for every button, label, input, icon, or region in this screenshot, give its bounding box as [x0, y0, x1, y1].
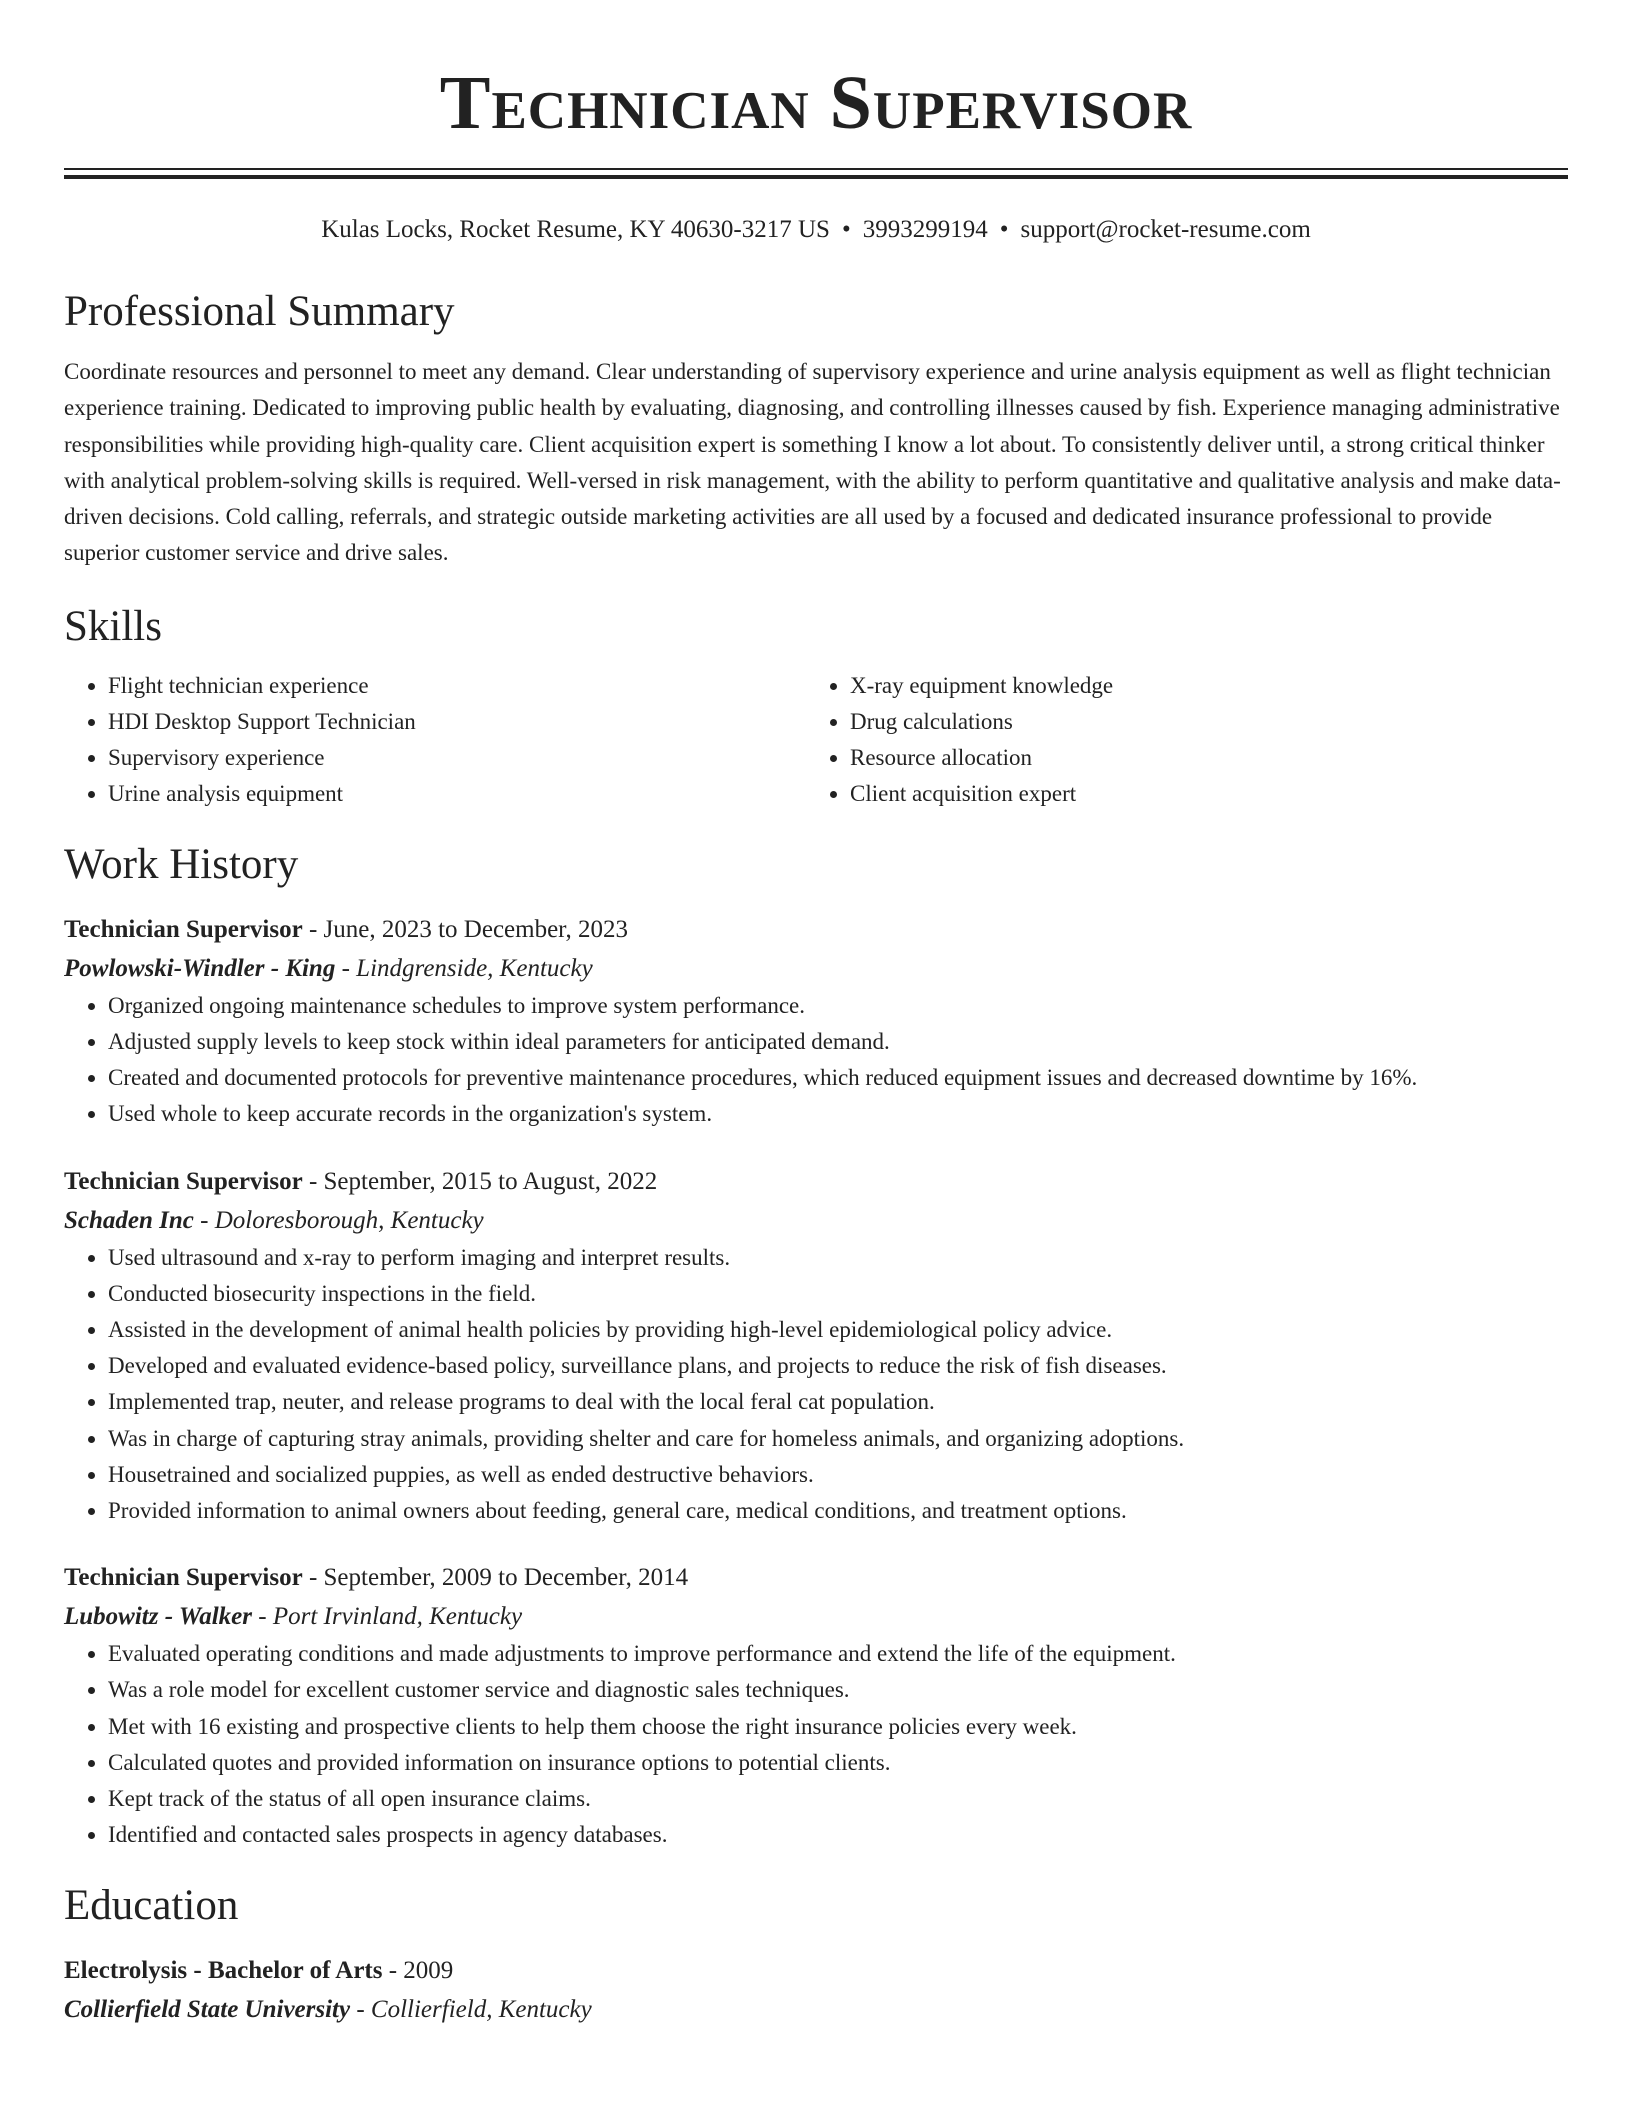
skills-columns — [64, 668, 1568, 812]
job-entry — [64, 911, 1568, 1133]
job-bullet: • Adjusted supply levels to keep stock within ideal parameters for anticipated demand. — [108, 1024, 1568, 1060]
job-company: Powlowski-Windler - King — [64, 954, 336, 982]
contact-line — [64, 214, 1568, 246]
contact-email: support@rocket-resume.com — [1020, 216, 1311, 243]
skills-section — [64, 601, 1568, 812]
job-company-line — [64, 1201, 1568, 1240]
skill-item: • Resource allocation — [850, 740, 1548, 776]
work-history-section — [64, 839, 1568, 1854]
job-bullet: • Used ultrasound and x-ray to perform imaging and interpret results. — [108, 1240, 1568, 1276]
job-bullet: • Assisted in the development of animal health policies by providing high-level epidemiological policy advice. — [108, 1312, 1568, 1348]
contact-separator: • — [841, 216, 851, 243]
job-title: Technician Supervisor — [64, 1564, 303, 1592]
skill-item: • HDI Desktop Support Technician — [108, 704, 806, 740]
education-school: Collierfield State University — [64, 1996, 351, 2024]
job-company: Lubowitz - Walker — [64, 1603, 252, 1631]
job-bullet: • Provided information to animal owners about feeding, general care, medical conditions, and treatment options. — [108, 1493, 1568, 1529]
job-bullet: • Kept track of the status of all open insurance claims. — [108, 1781, 1568, 1817]
skill-item: • Client acquisition expert — [850, 776, 1548, 812]
job-location: - Lindgrenside, Kentucky — [335, 954, 593, 982]
job-bullet: • Created and documented protocols for preventive maintenance procedures, which reduced equipment issues and decreased downtime by 16%. — [108, 1060, 1568, 1096]
job-bullet: • Implemented trap, neuter, and release programs to deal with the local feral cat population. — [108, 1384, 1568, 1420]
skill-item: • Urine analysis equipment — [108, 776, 806, 812]
job-location: - Doloresborough, Kentucky — [193, 1206, 484, 1234]
job-bullet: • Met with 16 existing and prospective clients to help them choose the right insurance policies every week. — [108, 1709, 1568, 1745]
section-heading-education: Education — [64, 1882, 239, 1930]
header-divider — [64, 168, 1568, 179]
summary-text: Coordinate resources and personnel to meet any demand. Clear understanding of supervisory experience and urine analysis equipment as well as flight technician experience training. Dedicated to improving public health by evaluating, diagnosing, and controlling illnesses caused by fish. Experience managing administrative responsibilities while providing high-quality care. Client acquisition expert is something I know a lot about. To consistently deliver until, a strong critical thinker with analytical problem-solving skills is required. Well-versed in risk management, with the ability to perform quantitative and qualitative analysis and make data-driven decisions. Cold calling, referrals, and strategic outside marketing activities are all used by a focused and dedicated insurance professional to provide superior customer service and drive sales. — [64, 359, 1561, 566]
contact-address: Kulas Locks, Rocket Resume, KY 40630-3217 US — [321, 216, 830, 243]
job-bullet: • Housetrained and socialized puppies, as well as ended destructive behaviors. — [108, 1457, 1568, 1493]
job-company-line — [64, 949, 1568, 988]
skill-item: • Flight technician experience — [108, 668, 806, 704]
job-title: Technician Supervisor — [64, 915, 303, 943]
education-degree: Electrolysis - Bachelor of Arts — [64, 1957, 383, 1985]
education-degree-line — [64, 1952, 1568, 1990]
contact-separator: • — [999, 216, 1009, 243]
job-bullet: • Conducted biosecurity inspections in the field. — [108, 1276, 1568, 1312]
job-company: Schaden Inc — [64, 1206, 194, 1234]
job-bullet: • Organized ongoing maintenance schedules to improve system performance. — [108, 988, 1568, 1024]
resume-name: Technician Supervisor — [439, 61, 1193, 145]
job-entry — [64, 1163, 1568, 1530]
job-title-line — [64, 1163, 1568, 1201]
contact-phone: 3993299194 — [862, 216, 988, 243]
job-dates: - September, 2015 to August, 2022 — [302, 1167, 658, 1195]
skills-list-left — [64, 668, 806, 812]
job-title-line — [64, 911, 1568, 949]
education-location: - Collierfield, Kentucky — [350, 1996, 592, 2024]
job-location: - Port Irvinland, Kentucky — [252, 1603, 523, 1631]
skill-item: • Drug calculations — [850, 704, 1548, 740]
job-bullet: • Evaluated operating conditions and made adjustments to improve performance and extend the life of the equipment. — [108, 1636, 1568, 1672]
skill-item: • Supervisory experience — [108, 740, 806, 776]
job-company-line — [64, 1597, 1568, 1636]
job-bullet: • Identified and contacted sales prospects in agency databases. — [108, 1817, 1568, 1853]
job-bullet: • Was in charge of capturing stray animals, providing shelter and care for homeless animals, and organizing adoptions. — [108, 1421, 1568, 1457]
job-title-line — [64, 1559, 1568, 1597]
skill-item: • X-ray equipment knowledge — [850, 668, 1548, 704]
section-heading-work: Work History — [64, 840, 299, 888]
job-bullet: • Used whole to keep accurate records in the organization's system. — [108, 1096, 1568, 1132]
job-bullet: • Calculated quotes and provided information on insurance options to potential clients. — [108, 1745, 1568, 1781]
job-bullets — [64, 988, 1568, 1133]
job-title: Technician Supervisor — [64, 1167, 303, 1195]
job-dates: - September, 2009 to December, 2014 — [302, 1564, 689, 1592]
job-bullet: • Was a role model for excellent customer service and diagnostic sales techniques. — [108, 1672, 1568, 1708]
job-entry — [64, 1559, 1568, 1853]
resume-page — [64, 0, 1568, 2029]
job-bullet: • Developed and evaluated evidence-based policy, surveillance plans, and projects to reduce the risk of fish diseases. — [108, 1348, 1568, 1384]
summary-section — [64, 286, 1568, 572]
job-bullets — [64, 1240, 1568, 1530]
skills-list-right — [806, 668, 1548, 812]
education-section — [64, 1880, 1568, 2029]
job-bullets — [64, 1636, 1568, 1853]
education-year: - 2009 — [382, 1957, 454, 1985]
section-heading-summary: Professional Summary — [64, 288, 455, 335]
job-dates: - June, 2023 to December, 2023 — [302, 915, 629, 943]
section-heading-skills: Skills — [64, 602, 162, 650]
education-school-line — [64, 1990, 1568, 2029]
